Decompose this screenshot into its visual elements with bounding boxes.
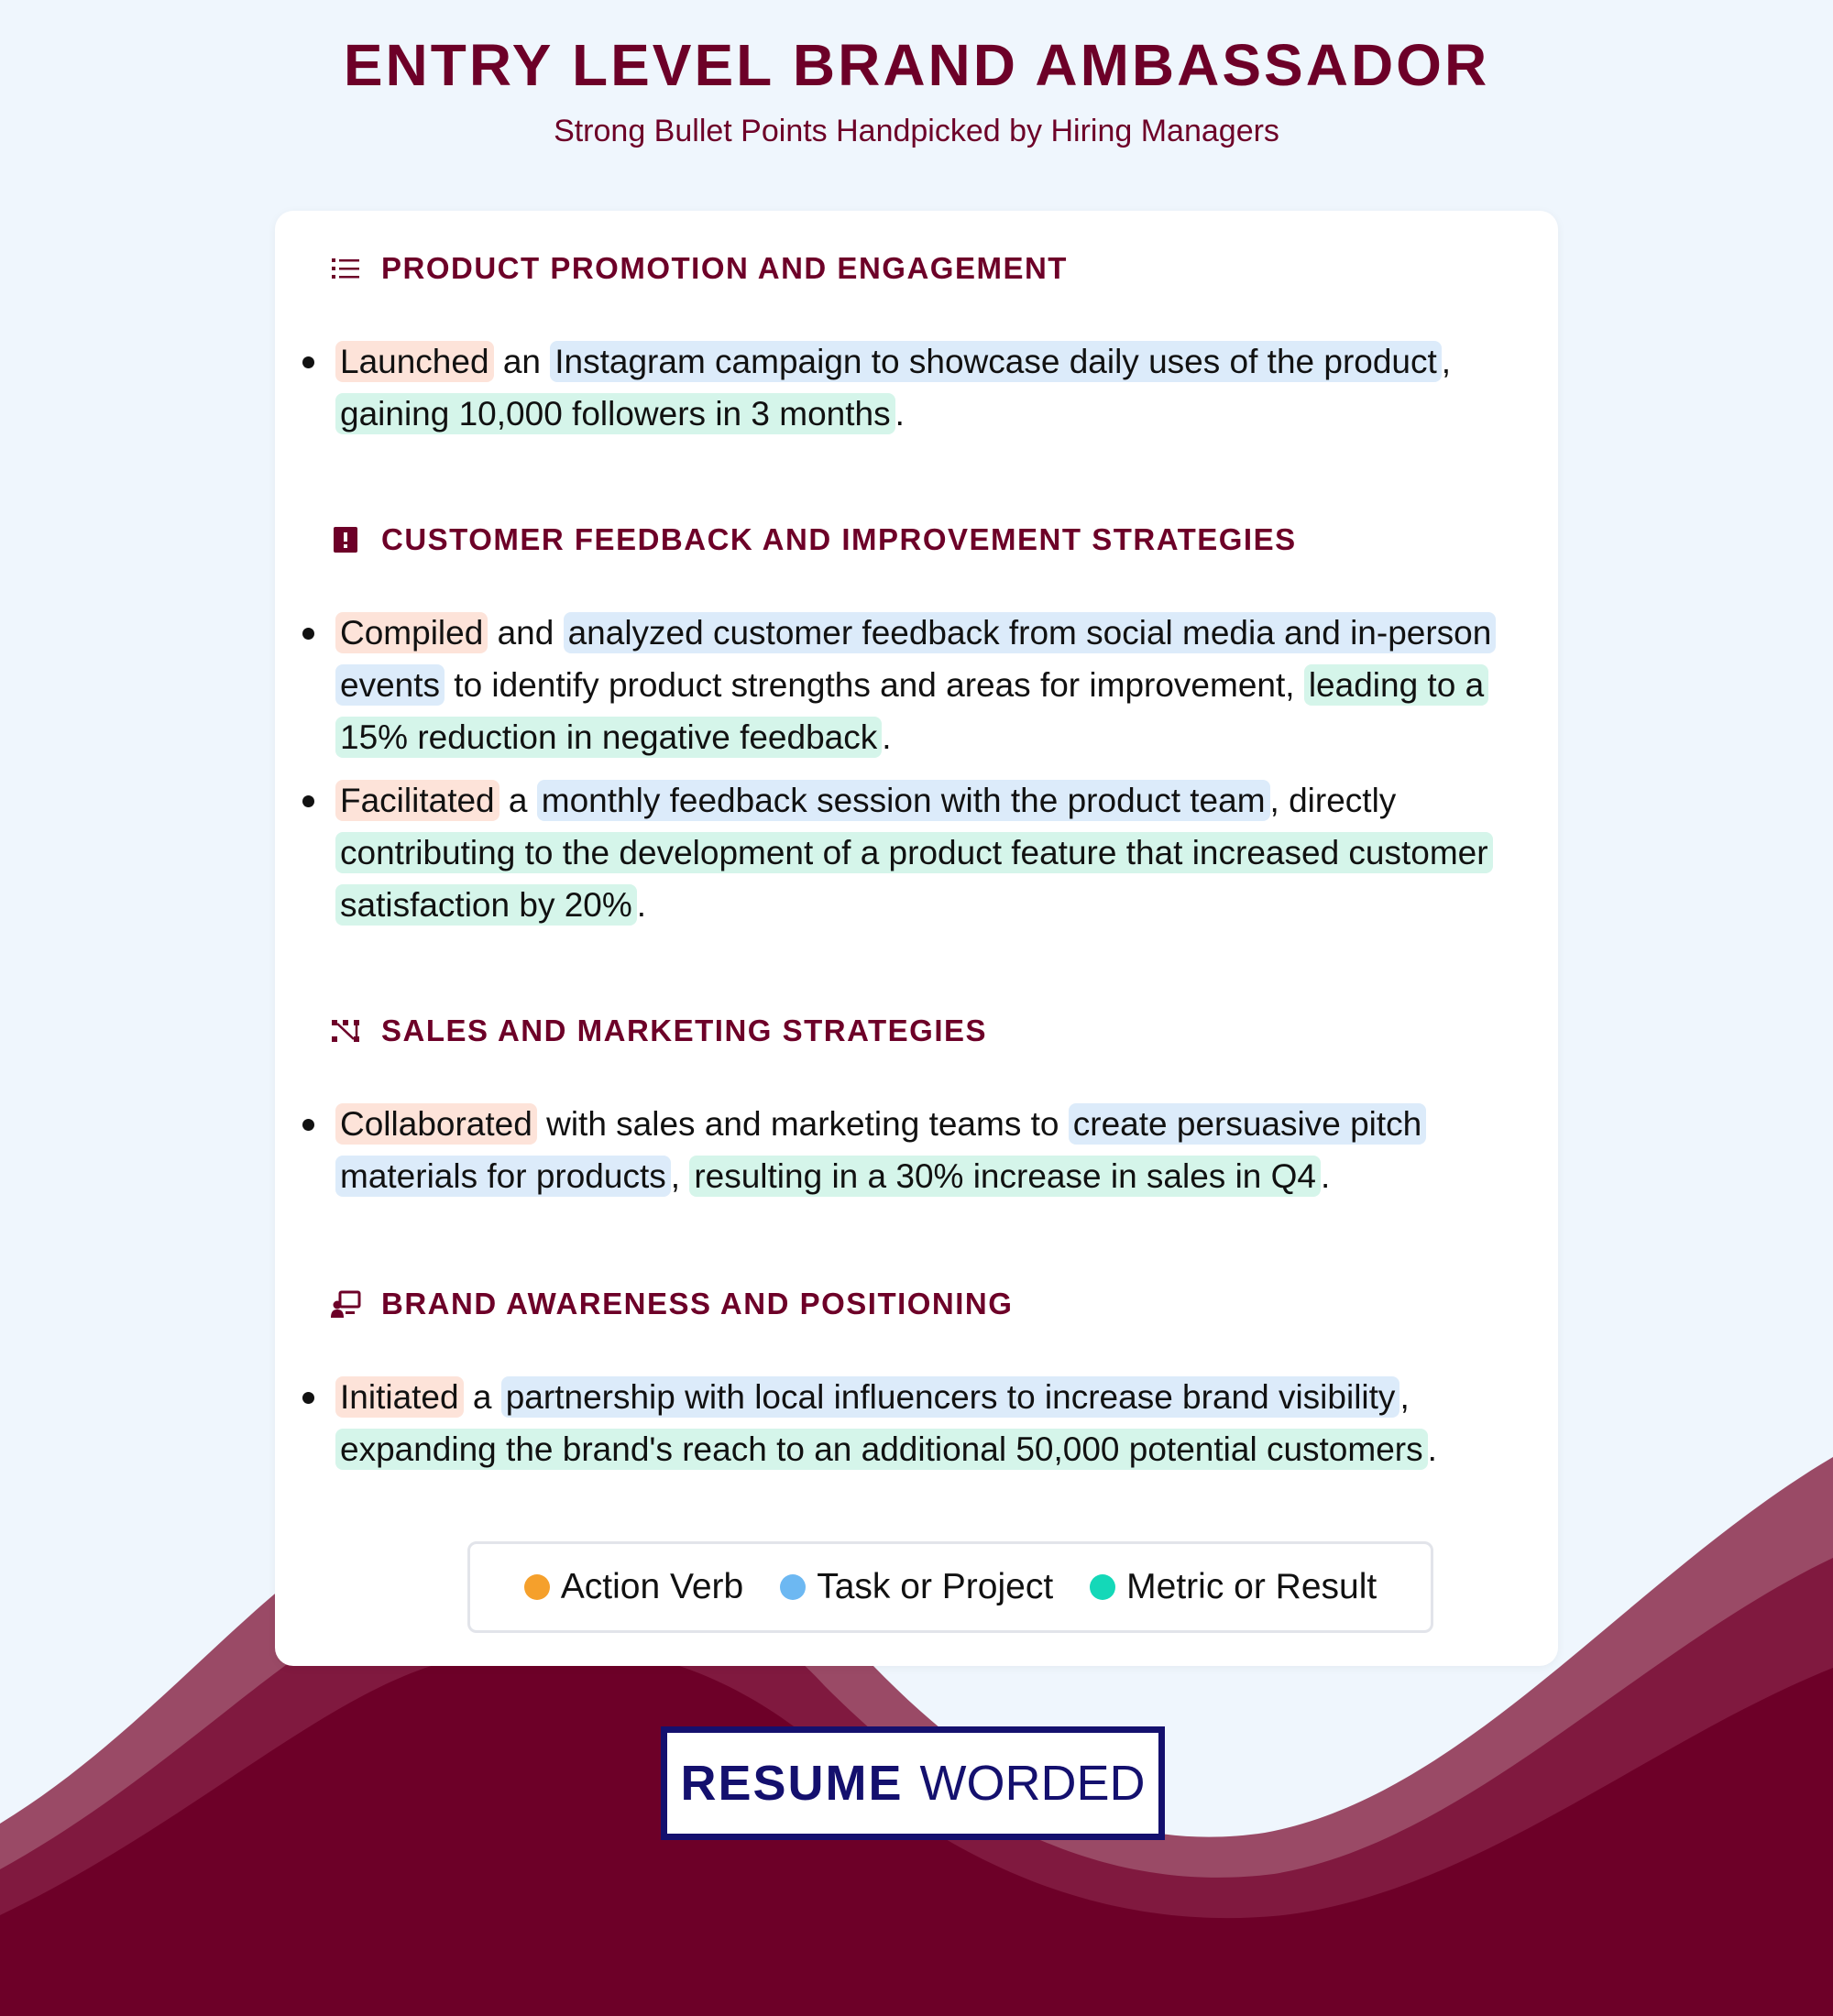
legend-label: Metric or Result bbox=[1126, 1567, 1377, 1606]
action-verb: Collaborated bbox=[335, 1103, 537, 1145]
resume-worded-logo[interactable] bbox=[661, 1726, 1165, 1840]
bullet-list bbox=[299, 1098, 1554, 1213]
section-heading-label: CUSTOMER FEEDBACK AND IMPROVEMENT STRATEGIES bbox=[381, 522, 1297, 556]
list-item bbox=[299, 774, 1554, 931]
logo-bold-text: RESUME bbox=[680, 1756, 904, 1811]
legend-item-task-project bbox=[780, 1567, 1053, 1607]
connector-text: , bbox=[1399, 1378, 1410, 1416]
bullet-list bbox=[299, 335, 1554, 451]
strategy-icon bbox=[330, 1015, 361, 1046]
orange-dot-icon bbox=[524, 1574, 550, 1600]
section-heading-brand-awareness bbox=[330, 1287, 1013, 1321]
connector-text: , directly bbox=[1269, 782, 1397, 819]
feedback-box-icon bbox=[330, 524, 361, 555]
blue-dot-icon bbox=[780, 1574, 806, 1600]
bullet-list bbox=[299, 1371, 1554, 1486]
connector-text: an bbox=[493, 343, 551, 380]
connector-text: . bbox=[895, 395, 905, 433]
connector-text: . bbox=[882, 718, 892, 756]
metric-result: resulting in a 30% increase in sales in Q4 bbox=[689, 1156, 1321, 1197]
action-verb: Initiated bbox=[335, 1376, 464, 1418]
list-item bbox=[299, 335, 1554, 440]
section-heading-sales-marketing bbox=[330, 1013, 987, 1048]
list-item bbox=[299, 1371, 1554, 1475]
connector-text: . bbox=[1427, 1430, 1437, 1468]
connector-text: , bbox=[670, 1157, 690, 1195]
legend-item-action-verb bbox=[524, 1567, 743, 1607]
metric-result: expanding the brand's reach to an additional 50,000 potential customers bbox=[335, 1429, 1428, 1470]
page-subtitle: Strong Bullet Points Handpicked by Hiring Managers bbox=[554, 114, 1279, 148]
task-project: analyzed customer feedback from social media and in-person events bbox=[335, 612, 1496, 706]
task-project: create persuasive pitch materials for products bbox=[335, 1103, 1426, 1197]
connector-text: , bbox=[1441, 343, 1452, 380]
section-heading-product-promotion bbox=[330, 251, 1068, 286]
section-heading-label: SALES AND MARKETING STRATEGIES bbox=[381, 1013, 988, 1047]
action-verb: Facilitated bbox=[335, 780, 499, 821]
connector-text: . bbox=[1321, 1157, 1331, 1195]
section-heading-label: BRAND AWARENESS AND POSITIONING bbox=[381, 1287, 1014, 1320]
connector-text: . bbox=[636, 886, 647, 924]
legend-label: Action Verb bbox=[560, 1567, 744, 1606]
task-project: Instagram campaign to showcase daily uses of the product bbox=[550, 341, 1442, 382]
presenter-icon bbox=[330, 1288, 361, 1320]
metric-result: leading to a 15% reduction in negative feedback bbox=[335, 664, 1488, 758]
legend-item-metric-result bbox=[1090, 1567, 1377, 1607]
metric-result: gaining 10,000 followers in 3 months bbox=[335, 393, 895, 434]
connector-text: a bbox=[499, 782, 537, 819]
bullet-points-card bbox=[275, 211, 1558, 1666]
connector-text: a bbox=[463, 1378, 501, 1416]
page-title: ENTRY LEVEL BRAND AMBASSADOR bbox=[343, 32, 1490, 98]
bullet-list bbox=[299, 607, 1554, 942]
section-heading-customer-feedback bbox=[330, 522, 1297, 557]
metric-result: contributing to the development of a product feature that increased customer satisfaction by 20% bbox=[335, 832, 1493, 926]
highlight-legend bbox=[467, 1541, 1433, 1633]
connector-text: with sales and marketing teams to bbox=[536, 1105, 1069, 1143]
action-verb: Compiled bbox=[335, 612, 488, 653]
legend-label: Task or Project bbox=[817, 1567, 1054, 1606]
teal-dot-icon bbox=[1090, 1574, 1115, 1600]
list-item bbox=[299, 607, 1554, 763]
list-item bbox=[299, 1098, 1554, 1202]
section-heading-label: PRODUCT PROMOTION AND ENGAGEMENT bbox=[381, 251, 1068, 285]
connector-text: to identify product strengths and areas for improvement, bbox=[445, 666, 1304, 704]
list-icon bbox=[330, 253, 361, 284]
task-project: monthly feedback session with the product team bbox=[537, 780, 1270, 821]
action-verb: Launched bbox=[335, 341, 494, 382]
task-project: partnership with local influencers to increase brand visibility bbox=[501, 1376, 1400, 1418]
connector-text: and bbox=[488, 614, 564, 652]
logo-light-text: WORDED bbox=[919, 1756, 1146, 1811]
